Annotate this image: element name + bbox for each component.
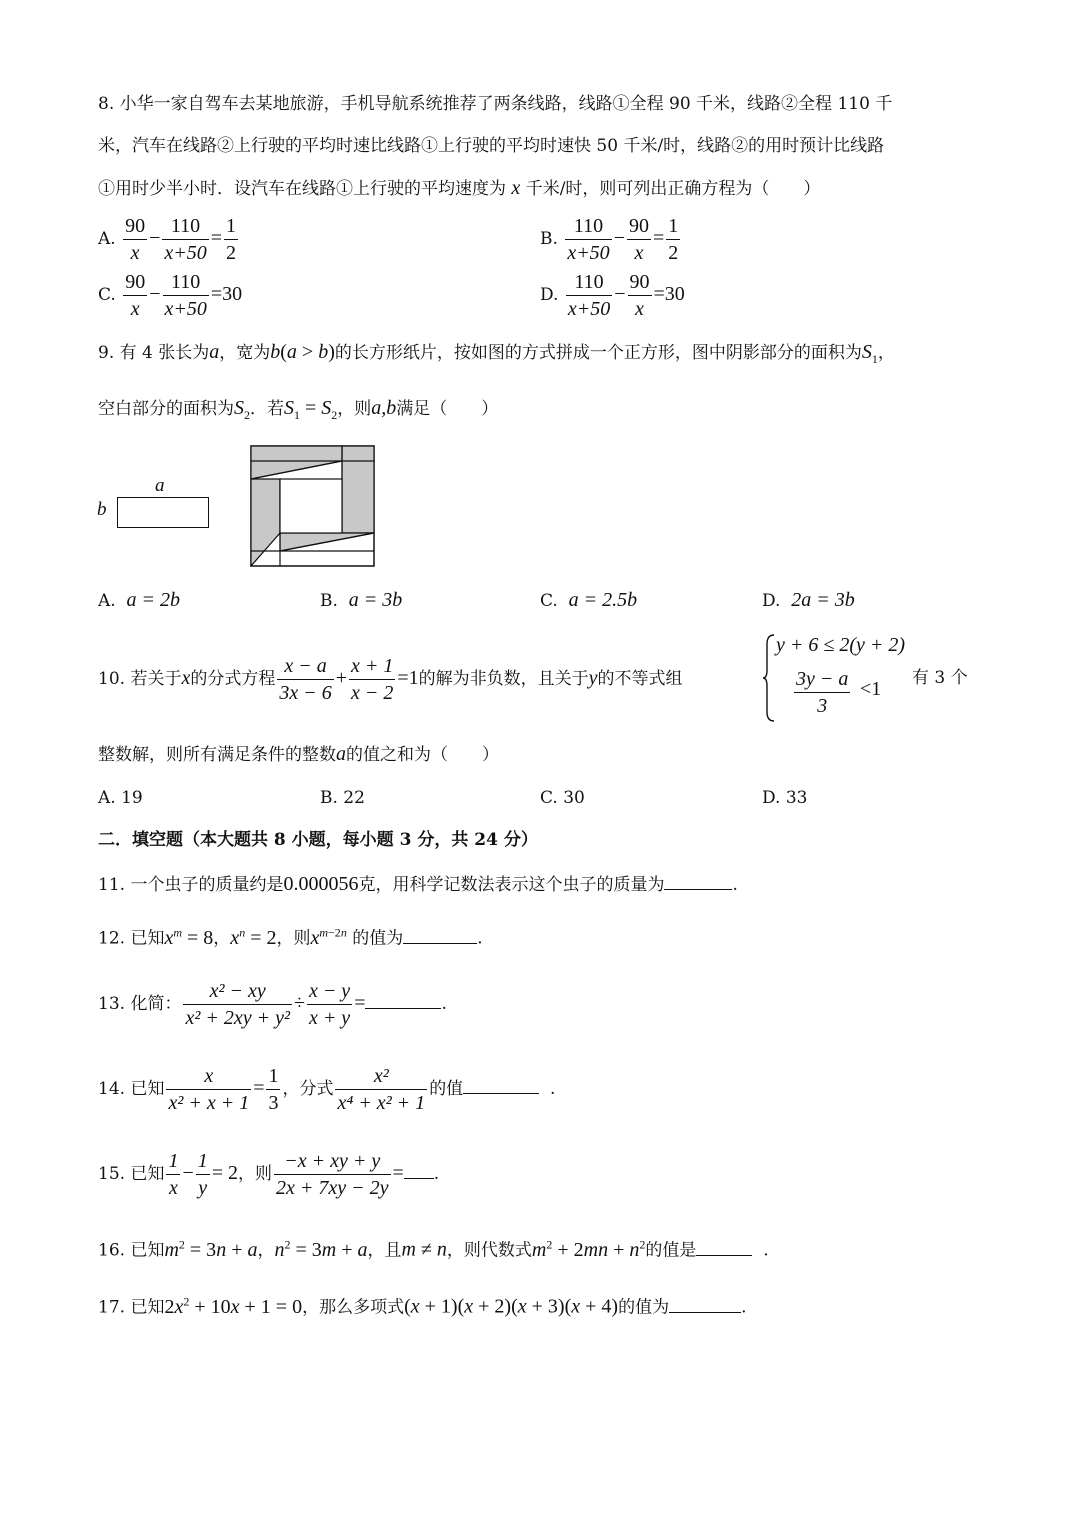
numerator: 3y − a (794, 666, 850, 693)
denominator: x (130, 242, 140, 264)
q12-text: 的值为 (352, 928, 404, 949)
q11-text: 克，用科学记数法表示这个虫子的质量为 (358, 875, 665, 895)
numerator: x + 1 (349, 653, 395, 680)
q10-text: 整数解，则所有满足条件的整数 (98, 745, 336, 765)
denominator: 3 (817, 695, 828, 717)
fraction (566, 269, 612, 322)
numerator: 110 (565, 213, 611, 240)
denominator: 2 (668, 242, 679, 264)
fraction (123, 269, 147, 322)
denominator: y (198, 1177, 208, 1199)
q9-text: 9. 有 4 张长为 (98, 343, 210, 363)
numerator: x² (335, 1063, 427, 1090)
q17-text: 17. 已知 (98, 1297, 165, 1318)
fraction (183, 978, 292, 1031)
numerator: x² − xy (183, 978, 292, 1005)
q9-option-c[interactable] (540, 588, 637, 613)
numerator: 1 (166, 1148, 180, 1175)
answer-blank[interactable] (365, 990, 441, 1009)
option-label: A. (98, 229, 116, 249)
divide-sign: ÷ (293, 992, 305, 1014)
q10-inequality-system (762, 632, 912, 724)
q12-text: ，则 (276, 928, 311, 949)
numerator: −x + xy + y (274, 1148, 391, 1175)
q8-text-2: 米，汽车在线路②上行驶的平均时速比线路①上行驶的平均时速快 50 千米/时，线路②的用时预计比线路 (98, 136, 885, 156)
q12-text: 12. 已知 (98, 928, 165, 949)
q16: 16. 已知$m^2 = 3n + a$，$n^2 = 3m + a$，且m ≠ n，则代数式$m^2 + 2mn + n^2$的值是 . (98, 1237, 769, 1261)
option-label: B. (320, 591, 338, 611)
numerator: 1 (266, 1063, 280, 1090)
section-title: 二．填空题（本大题共 8 小题，每小题 3 分，共 24 分） (98, 830, 538, 850)
q9-text: 空白部分的面积为 (98, 399, 234, 419)
fraction (335, 1063, 427, 1116)
q10-option-c[interactable] (540, 786, 585, 810)
equals: = (392, 1162, 404, 1184)
denominator: x + y (308, 1007, 351, 1029)
q16-text: ，则代数式 (446, 1240, 532, 1261)
option-label: A. (98, 591, 116, 611)
option-label: C. 30 (540, 788, 585, 808)
equals: =1 (397, 667, 419, 689)
q16-text: 16. 已知 (98, 1240, 165, 1261)
fraction (196, 1148, 210, 1201)
period: . (741, 1297, 747, 1318)
option-label: D. (762, 591, 781, 611)
option-label: B. (540, 229, 558, 249)
q8-option-b[interactable]: B. $\frac{110}{x+50}$ − $\frac{90}{x}$ = $\frac{1}{2}$ (540, 215, 679, 264)
option-label: D. 33 (762, 788, 808, 808)
q13 (98, 975, 447, 1032)
q9-option-b[interactable] (320, 588, 402, 613)
q8-line2 (98, 134, 884, 158)
inequality-1: y + 6 ≤ 2(y + 2) (776, 634, 906, 656)
denominator: 2 (226, 242, 237, 264)
q17-text: 的值为 (618, 1297, 670, 1318)
denominator: x (635, 298, 644, 320)
q10-text: 有 3 个 (912, 668, 968, 688)
q14 (98, 1060, 555, 1117)
answer-blank[interactable] (669, 1294, 741, 1313)
equals: = 2 (211, 1162, 239, 1184)
q12-text: ， (213, 928, 231, 949)
denominator: x+50 (567, 298, 611, 320)
q9-square-figure (250, 445, 376, 567)
option-label: A. 19 (98, 788, 143, 808)
fraction (166, 1148, 180, 1201)
q10-suffix (912, 666, 968, 690)
numerator: x − y (307, 978, 352, 1005)
fraction (163, 269, 209, 322)
q9-line2: 空白部分的面积为$S_2$．若$S_1 = S_2$，则a,b满足（ ） (98, 397, 499, 422)
q8-option-a[interactable]: A. $\frac{90}{x}$ − $\frac{110}{x+50}$ = $\frac{1}{2}$ (98, 215, 237, 264)
label-a: a (155, 475, 165, 496)
q11 (98, 871, 738, 897)
numerator: 90 (123, 213, 147, 240)
q9-option-d[interactable] (762, 588, 855, 613)
option-label: B. 22 (320, 788, 365, 808)
q8-option-c[interactable]: C. $\frac{90}{x}$ − $\frac{110}{x+50}$ =30 (98, 271, 243, 320)
answer-blank[interactable] (463, 1075, 539, 1094)
section-heading (98, 828, 538, 852)
rhs: =30 (653, 283, 685, 305)
q14-text: 的值 (429, 1079, 464, 1099)
denominator: x (130, 298, 140, 320)
numerator: 110 (163, 269, 209, 296)
q16-text: ， (257, 1240, 275, 1261)
q15: 15. 已知 $\frac{1}{x}$ − $\frac{1}{y}$ = 2，则 $\frac{-x + xy + y}{2x + 7xy - 2y}$ = . (98, 1150, 440, 1199)
rhs: =30 (210, 283, 243, 305)
answer-blank[interactable] (696, 1237, 752, 1256)
label-b: b (97, 499, 107, 520)
numerator: 110 (162, 213, 208, 240)
q10-text: 的解为非负数，且关于 (418, 669, 589, 689)
option-expr: 2a = 3b (791, 589, 855, 611)
q10-option-a[interactable] (98, 786, 143, 810)
numerator: 90 (627, 213, 651, 240)
fraction (628, 269, 652, 322)
q12: 12. 已知$x^m = 8$，$x^n = 2$，则$x^{m-2n}$ 的值为 . (98, 925, 483, 949)
q14-text: 14. 已知 (98, 1079, 165, 1099)
numerator: 1 (666, 213, 680, 240)
q15-text: ，则 (238, 1164, 273, 1184)
numerator: x (166, 1063, 251, 1090)
q11-number: 0.000056 (283, 873, 359, 895)
q16-text: ，且 (367, 1240, 402, 1261)
equals: = (354, 992, 366, 1014)
fraction (224, 213, 238, 266)
denominator: 2x + 7xy − 2y (276, 1177, 389, 1199)
option-expr: a = 3b (348, 589, 403, 611)
denominator: x+50 (567, 242, 610, 264)
numerator: 90 (123, 269, 147, 296)
q9-option-a[interactable] (98, 588, 180, 613)
denominator: x+50 (164, 242, 207, 264)
answer-blank[interactable] (664, 871, 732, 890)
option-label: C. (98, 285, 116, 305)
denominator: x (169, 1177, 178, 1199)
q11-text: 11. 一个虫子的质量约是 (98, 875, 284, 895)
q9-rectangle-figure (95, 475, 215, 535)
q8-text-1: 8. 小华一家自驾车去某地旅游，手机导航系统推荐了两条线路，线路①全程 90 千米，线路②全程 110 千 (98, 94, 893, 114)
inequality-2-rhs: <1 (860, 678, 882, 700)
q15-text: 15. 已知 (98, 1164, 165, 1184)
q8-line1 (98, 92, 892, 116)
fraction (565, 213, 611, 266)
denominator: 3x − 6 (279, 682, 332, 704)
denominator: x+50 (164, 298, 207, 320)
fraction (274, 1148, 391, 1201)
q9-text: 满足（ ） (396, 399, 499, 419)
period: . (732, 875, 738, 895)
denominator: x (634, 242, 644, 264)
fraction (307, 978, 352, 1031)
fraction (166, 1063, 251, 1116)
q17-text: ，那么多项式 (302, 1297, 405, 1318)
option-label: C. (540, 591, 558, 611)
period: . (477, 928, 483, 949)
equals: = (253, 1077, 265, 1099)
period: . (433, 1164, 440, 1184)
q8-var-x: x (511, 177, 521, 199)
q8-text-3b: 千米/时，则可列出正确方程为（ ） (520, 179, 821, 199)
q8-option-d[interactable]: D. $\frac{110}{x+50}$ − $\frac{90}{x}$ =30 (540, 271, 685, 320)
fraction (266, 1063, 280, 1116)
q8-line3 (98, 176, 820, 201)
denominator: x² + x + 1 (168, 1092, 250, 1114)
q9-text: ．若 (250, 399, 284, 419)
q16-text: 的值是 (645, 1240, 697, 1261)
fraction (349, 653, 395, 706)
fraction (123, 213, 147, 266)
numerator: 90 (628, 269, 652, 296)
q9-text: ，则 (337, 399, 372, 419)
denominator: x − 2 (351, 682, 394, 704)
period: . (763, 1240, 769, 1261)
q10-option-d[interactable] (762, 786, 807, 810)
q10-text: 的值之和为（ ） (346, 745, 499, 765)
numerator: 110 (566, 269, 612, 296)
q14-text: ，分式 (282, 1079, 334, 1099)
q9-text: ，宽为 (219, 343, 271, 363)
q13-text: 13. 化简： (98, 994, 182, 1014)
answer-blank[interactable] (404, 1160, 434, 1179)
period: . (441, 994, 447, 1014)
fraction (794, 666, 850, 719)
numerator: 1 (196, 1148, 210, 1175)
numerator: x − a (277, 653, 333, 680)
q10-text: 的不等式组 (597, 669, 683, 689)
answer-blank[interactable] (403, 925, 477, 944)
denominator: x² + 2xy + y² (185, 1007, 290, 1029)
q10-line2: 整数解，则所有满足条件的整数a的值之和为（ ） (98, 743, 499, 765)
period: . (550, 1079, 556, 1099)
denominator: 3 (268, 1092, 279, 1114)
fraction (162, 213, 208, 266)
option-expr: a = 2b (126, 589, 180, 611)
q10-line1: 10. 若关于x的分式方程 $\frac{x - a}{3x - 6}$ + $\frac{x + 1}{x - 2}$ =1的解为非负数，且关于y的不等式组 (98, 655, 683, 704)
q17: 17. 已知$2x^2 + 10x + 1 = 0$，那么多项式(x + 1)(x + 2)(x + 3)(x + 4)的值为 . (98, 1294, 747, 1318)
q9-text: ， (877, 343, 895, 363)
rectangle (117, 497, 209, 528)
fraction (277, 653, 333, 706)
denominator: x⁴ + x² + 1 (337, 1092, 426, 1114)
option-expr: a = 2.5b (568, 589, 638, 611)
fraction (627, 213, 651, 266)
q10-text: 10. 若关于 (98, 669, 182, 689)
fraction (666, 213, 680, 266)
option-label: D. (540, 285, 559, 305)
q10-option-b[interactable] (320, 786, 365, 810)
numerator: 1 (224, 213, 238, 240)
q9-line1: 9. 有 4 张长为a，宽为b(a > b)的长方形纸片，按如图的方式拼成一个正方形，图中阴影部分的面积为$S_1$， (98, 341, 895, 366)
q8-text-3a: ①用时少半小时．设汽车在线路①上行驶的平均速度为 (98, 179, 512, 199)
q9-text: 的长方形纸片，按如图的方式拼成一个正方形，图中阴影部分的面积为 (334, 343, 862, 363)
q10-text: 的分式方程 (190, 669, 276, 689)
